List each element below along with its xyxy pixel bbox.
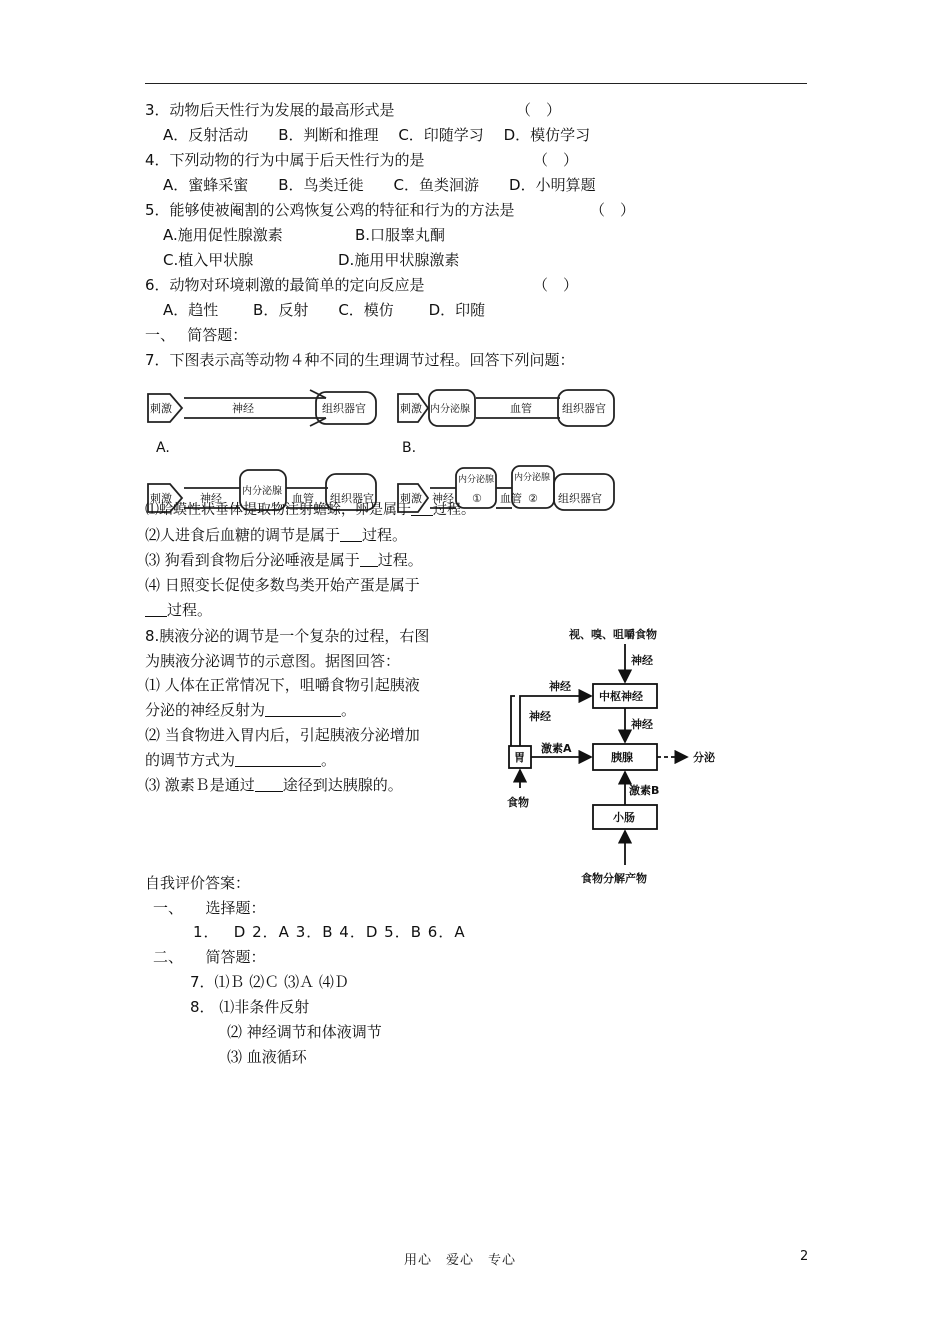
organ-label-d: 组织器官 [558, 492, 602, 505]
q5-option-d: D.施用甲状腺激素 [338, 251, 460, 269]
endocrine-label-d1: 内分泌腺 [458, 475, 495, 485]
q8-sub2-line2: 的调节方式为 。 [145, 751, 337, 769]
sense-food-label: 视、嗅、咀嚼食物 [569, 628, 657, 641]
circle2-label: ② [528, 492, 538, 505]
q7-stem: 7．下图表示高等动物４种不同的生理调节过程。回答下列问题： [145, 351, 575, 369]
vessel-label-d: 血管 [500, 492, 522, 505]
stimulus-label-d: 刺激 [400, 492, 422, 505]
section-short-answer-heading: 一、 简答题： [145, 326, 248, 344]
q7-sub2: ⑵人进食后血糖的调节是属于 过程。 [145, 526, 408, 544]
q8-sub3: ⑶ 激素Ｂ是通过 途径到达胰腺的。 [145, 776, 403, 794]
nerve-label-a: 神经 [232, 402, 254, 415]
endocrine-label-c: 内分泌腺 [242, 486, 282, 497]
q4-stem: 4．下列动物的行为中属于后天性行为的是 [145, 151, 425, 169]
secrete-label: 分泌 [693, 751, 715, 764]
pancreas-label: 胰腺 [611, 751, 633, 764]
organ-label-a: 组织器官 [322, 402, 366, 415]
q3-answer-paren: （ ） [516, 101, 562, 119]
q7-regulation-diagram [140, 380, 620, 520]
q8-sub2-line1: ⑵ 当食物进入胃内后，引起胰液分泌增加 [145, 726, 420, 744]
organ-label-b: 组织器官 [562, 402, 606, 415]
q7-sub1: ⑴蛤蟆性状垂体提取物注射蟾蜍，卵是属于 过程。 [145, 502, 475, 518]
vessel-label-c: 血管 [292, 492, 314, 505]
intestine-label: 小肠 [613, 811, 635, 824]
stomach-label: 胃 [514, 751, 525, 764]
stimulus-label-b: 刺激 [400, 402, 422, 415]
q8-pancreas-diagram [495, 620, 735, 890]
q7-sub4-line1: ⑷ 日照变长促使多数鸟类开始产蛋是属于 [145, 576, 420, 594]
nerve-label-left: 神经 [549, 680, 571, 693]
vessel-label-b: 血管 [510, 402, 532, 415]
header-rule [145, 83, 807, 84]
stimulus-label-a: 刺激 [150, 402, 172, 415]
nerve-label-top: 神经 [631, 654, 653, 667]
q8-stem-line2: 为胰液分泌调节的示意图。据图回答： [145, 652, 401, 670]
center-nerve-label: 中枢神经 [599, 690, 643, 703]
food-label: 食物 [507, 796, 529, 809]
q5-option-c: C.植入甲状腺 [163, 251, 254, 269]
answers-section-1: 一、 选择题： [153, 899, 266, 917]
answers-q8-2: ⑵ 神经调节和体液调节 [227, 1023, 382, 1041]
nerve-label-c: 神经 [200, 492, 222, 505]
nerve-label-vertical: 神经 [529, 710, 551, 723]
stimulus-label-c: 刺激 [150, 492, 172, 505]
q8-sub1-line1: ⑴ 人体在正常情况下，咀嚼食物引起胰液 [145, 676, 420, 694]
answers-q7: 7．⑴Ｂ ⑵Ｃ ⑶Ａ ⑷Ｄ [190, 973, 349, 991]
q7-sub3: ⑶ 狗看到食物后分泌唾液是属于 过程。 [145, 551, 423, 569]
nerve-label-d: 神经 [432, 492, 454, 505]
hormone-a-label: 激素A [541, 742, 572, 755]
page-footer: 用心 爱心 专心 [404, 1253, 517, 1268]
food-product-label: 食物分解产物 [581, 872, 647, 885]
q6-options: A．趋性 B．反射 C．模仿 D．印随 [163, 301, 486, 319]
q5-answer-paren: （ ） [590, 201, 636, 219]
q7-sub4-line2: 过程。 [145, 600, 212, 620]
hormone-b-label: 激素B [629, 784, 660, 797]
diagram-label-b: B. [402, 440, 417, 456]
answers-q8-1: 8． ⑴非条件反射 [190, 998, 310, 1016]
q4-options: A．蜜蜂采蜜 B．鸟类迁徙 C．鱼类洄游 D．小明算题 [163, 176, 596, 194]
answers-q8-3: ⑶ 血液循环 [227, 1048, 307, 1066]
endocrine-label-d2: 内分泌腺 [514, 473, 551, 483]
answers-heading: 自我评价答案： [145, 874, 251, 892]
nerve-label-mid: 神经 [631, 718, 653, 731]
q3-stem: 3．动物后天性行为发展的最高形式是 [145, 101, 395, 119]
page-number: 2 [800, 1249, 809, 1264]
q8-sub1-line2: 分泌的神经反射为 。 [145, 701, 357, 719]
organ-label-c: 组织器官 [330, 492, 374, 505]
q8-stem-line1: 8.胰液分泌的调节是一个复杂的过程，右图 [145, 627, 430, 645]
diagram-label-a: A. [156, 440, 170, 456]
endocrine-label-b: 内分泌腺 [430, 404, 470, 415]
circle1-label: ① [472, 492, 482, 505]
answers-section-2: 二、 简答题： [153, 948, 266, 966]
q4-answer-paren: （ ） [533, 151, 579, 169]
answers-choice-line: 1． D 2．A 3．B 4．D 5．B 6．A [193, 923, 466, 941]
q5-stem: 5．能够使被阉割的公鸡恢复公鸡的特征和行为的方法是 [145, 201, 515, 219]
q6-answer-paren: （ ） [533, 276, 579, 294]
q6-stem: 6．动物对环境刺激的最简单的定向反应是 [145, 276, 425, 294]
q5-option-a: A.施用促性腺激素 [163, 226, 283, 244]
q3-options: A．反射活动 B．判断和推理 C．印随学习 D．模仿学习 [163, 126, 591, 144]
q5-option-b: B.口服睾丸酮 [355, 226, 446, 244]
